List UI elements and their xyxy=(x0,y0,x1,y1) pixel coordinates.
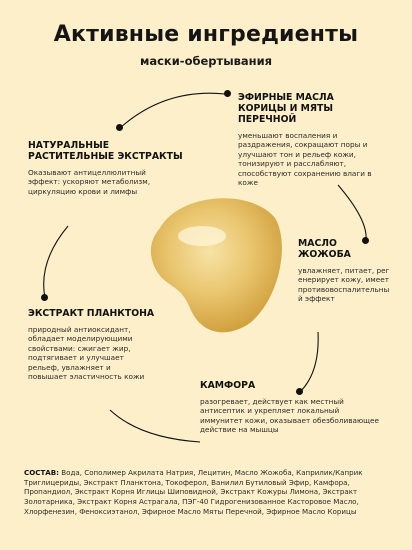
ingredient-heading: КАМФОРА xyxy=(200,380,256,391)
ingredient-heading: МАСЛО ЖОЖОБА xyxy=(298,238,351,260)
ingredient-description: разогревает, действует как местный антисептик и укрепляет локальный иммунитет кожи, оказывает обезболивающее действие на мышцы xyxy=(200,397,380,435)
ingredient-heading: ЭКСТРАКТ ПЛАНКТОНА xyxy=(28,308,155,319)
ingredient-description: природный антиоксидант, обладает моделирующими свойствами: сжигает жир, подтягивает и улучшает рельеф, увлажняет и повышает эластичность кожи xyxy=(28,325,145,382)
arc-top xyxy=(120,93,225,128)
ingredient-description: уменьшают воспаления и раздражения, сокращают поры и улучшают тон и рельеф кожи, тонизируют и расслабляют, способствуют сохранению влаги в коже xyxy=(238,131,372,188)
ingredient-camphor xyxy=(200,380,380,435)
composition-text: Вода, Сополимер Акрилата Натрия, Лецитин, Масло Жожоба, Каприлик/Каприк Триглицериды, Экстракт Планктона, Токоферол, Ванилил Бутиловый Эфир, Камфора, Пропандиол, Экстракт Корня Иглицы Шиповидной, Экстракт Кожуры Лимона, Экстракт Золотарника, Экстракт Корня Астрагала, ПЭГ-40 Гидрогенизованное Касторовое Масло, Хлорфенезин, Феноксиэтанол, Эфирное Масло Мяты Перечной, Эфирное Масло Корицы xyxy=(24,468,363,516)
page-subtitle: маски-обертывания xyxy=(139,54,273,68)
ingredient-heading: НАТУРАЛЬНЫЕ РАСТИТЕЛЬНЫЕ ЭКСТРАКТЫ xyxy=(28,140,183,162)
ingredient-description: увлажняет, питает, регенерирует кожу, имеет противовоспалительный эффект xyxy=(298,266,390,304)
composition-block xyxy=(24,468,388,517)
ingredient-jojoba xyxy=(298,238,392,304)
ingredient-description: Оказывают антицеллюлитный эффект: ускоряют метаболизм, циркуляцию крови и лимфы xyxy=(28,168,151,196)
arc-right xyxy=(338,185,366,240)
arc-left xyxy=(44,226,68,298)
dot-marker xyxy=(116,124,123,131)
product-texture-image xyxy=(140,188,290,338)
ingredient-plant-extracts xyxy=(28,140,188,196)
dot-marker xyxy=(41,294,48,301)
arc-bottom-left xyxy=(110,410,200,442)
dot-marker xyxy=(224,90,231,97)
composition-label: СОСТАВ: xyxy=(24,468,60,477)
ingredient-cinnamon-mint xyxy=(238,92,378,187)
ingredient-plankton xyxy=(28,308,158,381)
page-title: Активные ингредиенты xyxy=(53,22,359,47)
ingredient-heading: ЭФИРНЫЕ МАСЛА КОРИЦЫ И МЯТЫ ПЕРЕЧНОЙ xyxy=(238,92,334,125)
